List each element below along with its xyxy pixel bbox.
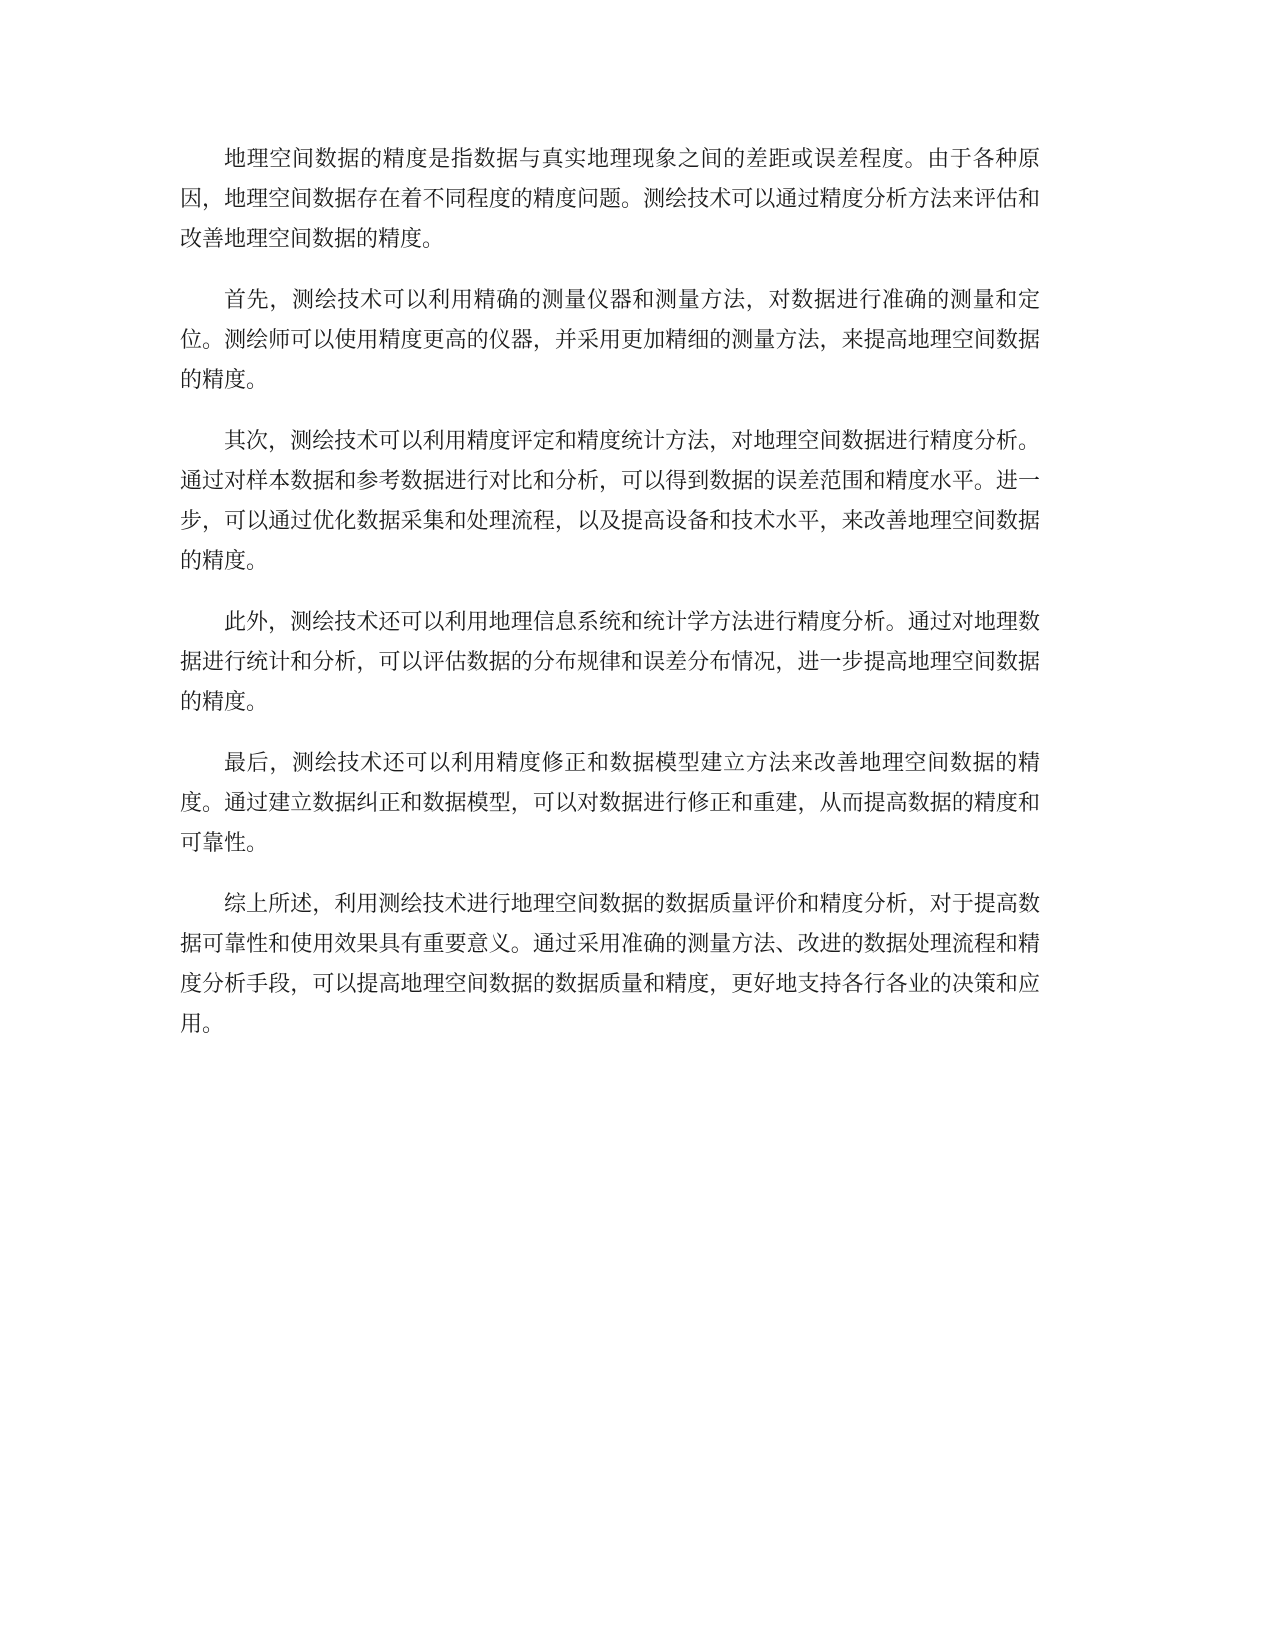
- paragraph-precision-definition: 地理空间数据的精度是指数据与真实地理现象之间的差距或误差程度。由于各种原因，地理空间数据存在着不同程度的精度问题。测绘技术可以通过精度分析方法来评估和改善地理空间数据的精度。: [180, 147, 1040, 252]
- paragraph-additionally-gis: 此外，测绘技术还可以利用地理信息系统和统计学方法进行精度分析。通过对地理数据进行统计和分析，可以评估数据的分布规律和误差分布情况，进一步提高地理空间数据的精度。: [180, 610, 1040, 715]
- paragraph-first-instruments: 首先，测绘技术可以利用精确的测量仪器和测量方法，对数据进行准确的测量和定位。测绘师可以使用精度更高的仪器，并采用更加精细的测量方法，来提高地理空间数据的精度。: [180, 288, 1040, 393]
- paragraph-second-statistics: 其次，测绘技术可以利用精度评定和精度统计方法，对地理空间数据进行精度分析。通过对样本数据和参考数据进行对比和分析，可以得到数据的误差范围和精度水平。进一步，可以通过优化数据采集和处理流程，以及提高设备和技术水平，来改善地理空间数据的精度。: [180, 429, 1040, 574]
- paragraph-finally-correction: 最后，测绘技术还可以利用精度修正和数据模型建立方法来改善地理空间数据的精度。通过建立数据纠正和数据模型，可以对数据进行修正和重建，从而提高数据的精度和可靠性。: [180, 751, 1040, 856]
- document-body: [180, 140, 1040, 1066]
- paragraph-conclusion: 综上所述，利用测绘技术进行地理空间数据的数据质量评价和精度分析，对于提高数据可靠性和使用效果具有重要意义。通过采用准确的测量方法、改进的数据处理流程和精度分析手段，可以提高地理空间数据的数据质量和精度，更好地支持各行各业的决策和应用。: [180, 892, 1040, 1037]
